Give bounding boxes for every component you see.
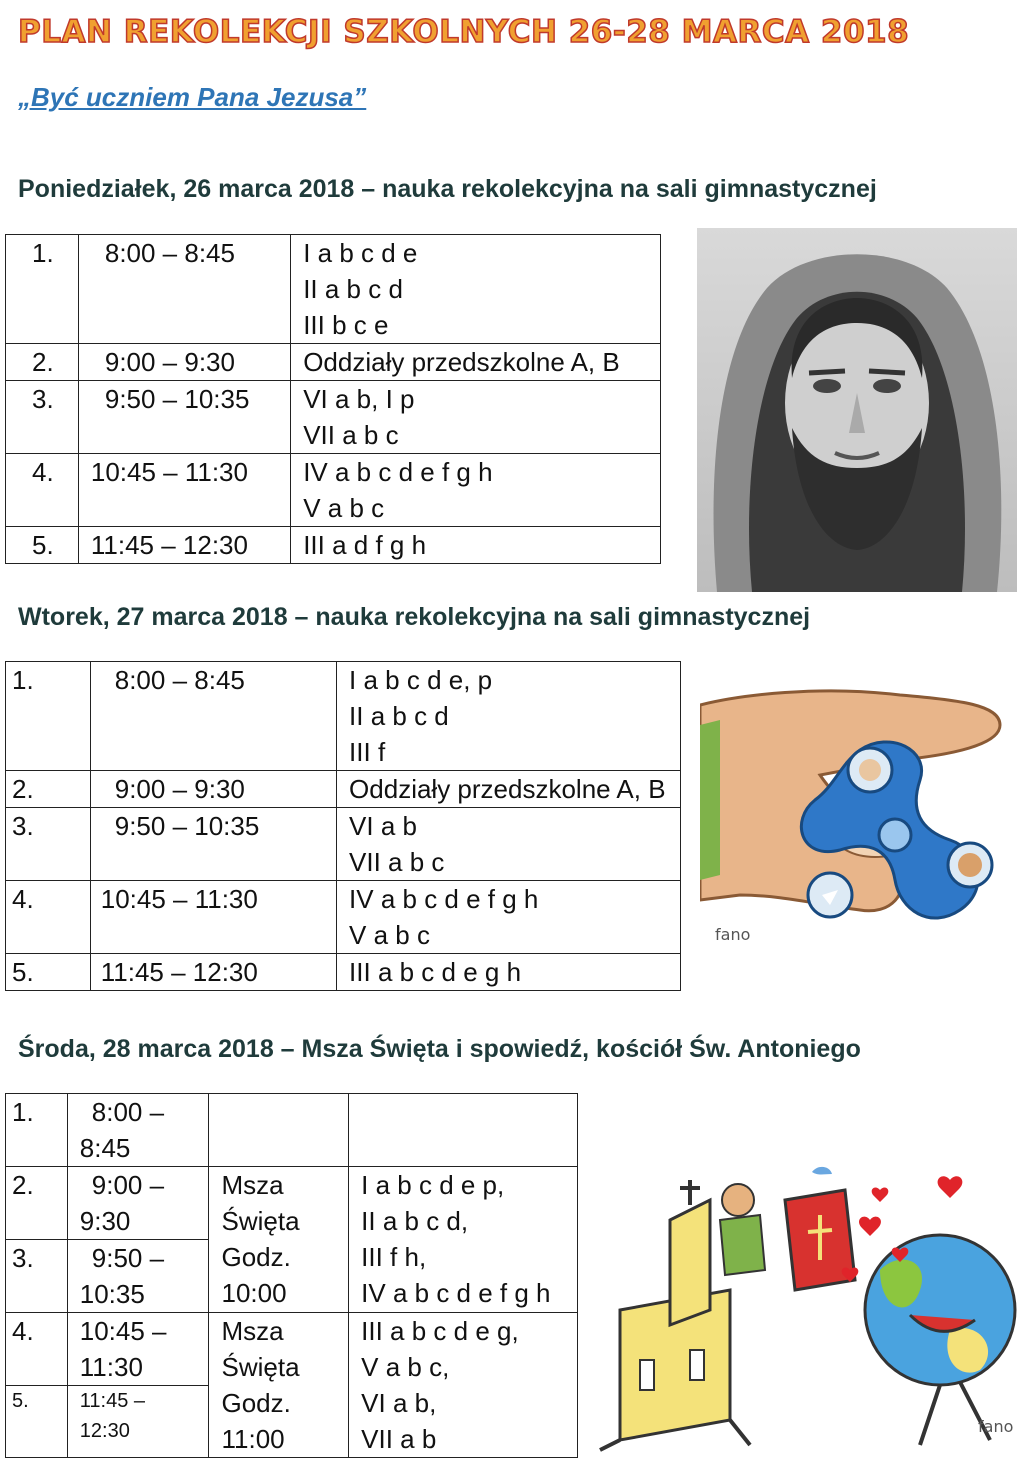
class-line: VII a b c — [349, 847, 445, 877]
mass-info-cell — [209, 1167, 349, 1313]
row-number: 1. — [6, 1094, 68, 1167]
mass-line: 10:00 — [221, 1278, 287, 1308]
class-line: VI a b, — [361, 1388, 437, 1418]
row-classes — [337, 771, 681, 808]
row-classes — [337, 954, 681, 991]
class-line: II a b c d — [303, 274, 403, 304]
table-row — [6, 1167, 578, 1240]
row-number: 4. — [6, 454, 79, 527]
time-start: 9:00 – — [91, 1170, 165, 1200]
row-number: 3. — [6, 808, 91, 881]
class-line: I a b c d e — [303, 238, 418, 268]
table-row — [6, 1313, 578, 1386]
row-number: 2. — [6, 344, 79, 381]
class-line: Oddziały przedszkolne A, B — [349, 774, 666, 804]
class-line: VII a b — [361, 1424, 437, 1454]
row-time: 10:45 – 11:30 — [90, 881, 336, 954]
day3-schedule-table — [5, 1093, 578, 1458]
row-classes — [337, 808, 681, 881]
table-row — [6, 662, 681, 771]
class-line: III a b c d e g h — [349, 957, 522, 987]
row-classes — [291, 381, 661, 454]
row-time — [67, 1386, 209, 1458]
jesus-portrait-image — [697, 228, 1017, 592]
table-row — [6, 771, 681, 808]
page-title: PLAN REKOLEKCJI SZKOLNYCH 26-28 MARCA 2018 — [18, 14, 910, 50]
class-line: IV a b c d e f g h — [361, 1278, 551, 1308]
class-line: Oddziały przedszkolne A, B — [303, 347, 620, 377]
classes-cell — [349, 1313, 578, 1458]
row-classes — [291, 344, 661, 381]
row-number: 4. — [6, 1313, 68, 1386]
page-subtitle: „Być uczniem Pana Jezusa” — [18, 82, 367, 112]
table-row — [6, 881, 681, 954]
row-time: 11:45 – 12:30 — [90, 954, 336, 991]
mass-line: Msza — [221, 1170, 284, 1200]
class-line: I a b c d e p, — [361, 1170, 505, 1200]
class-line: I a b c d e, p — [349, 665, 493, 695]
classes-cell — [349, 1167, 578, 1313]
row-number: 2. — [6, 771, 91, 808]
time-start: 9:50 – — [91, 1243, 165, 1273]
mass-line: Godz. — [221, 1242, 291, 1272]
row-time: 9:00 – 9:30 — [90, 771, 336, 808]
day3-heading: Środa, 28 marca 2018 – Msza Święta i spowiedź, kościół Św. Antoniego — [18, 1035, 861, 1063]
row-time: 11:45 – 12:30 — [78, 527, 290, 564]
table-row — [6, 344, 661, 381]
time-start: 11:45 – — [79, 1390, 146, 1412]
class-line: III f — [349, 737, 386, 767]
time-end: 12:30 — [79, 1420, 130, 1442]
day2-heading: Wtorek, 27 marca 2018 – nauka rekolekcyjna na sali gimnastycznej — [18, 603, 811, 631]
time-end: 11:30 — [79, 1352, 143, 1382]
class-line: VI a b — [349, 811, 417, 841]
row-number: 1. — [6, 662, 91, 771]
row-number: 5. — [6, 1386, 68, 1458]
row-time: 9:00 – 9:30 — [78, 344, 290, 381]
class-line: V a b c, — [361, 1352, 450, 1382]
day2-schedule-table — [5, 661, 681, 991]
row-time: 8:00 – 8:45 — [78, 235, 290, 344]
class-line: III f h, — [361, 1242, 427, 1272]
row-time: 8:00 – 8:45 — [90, 662, 336, 771]
row-classes — [337, 881, 681, 954]
row-time: 9:50 – 10:35 — [78, 381, 290, 454]
day1-heading: Poniedziałek, 26 marca 2018 – nauka rekolekcyjna na sali gimnastycznej — [18, 175, 877, 203]
row-number: 5. — [6, 954, 91, 991]
svg-text:fano: fano — [715, 925, 751, 944]
class-line: V a b c — [303, 493, 385, 523]
mass-line: Święta — [221, 1352, 300, 1382]
table-row — [6, 1094, 578, 1167]
table-row — [6, 954, 681, 991]
row-classes — [291, 454, 661, 527]
mass-cell-empty — [209, 1094, 349, 1167]
row-time — [67, 1313, 209, 1386]
class-line: III b c e — [303, 310, 389, 340]
mass-line: Święta — [221, 1206, 300, 1236]
row-number: 3. — [6, 1240, 68, 1313]
time-start: 8:00 – — [91, 1097, 165, 1127]
time-end: 9:30 — [79, 1206, 131, 1236]
row-number: 4. — [6, 881, 91, 954]
row-number: 5. — [6, 527, 79, 564]
class-line: III a d f g h — [303, 530, 427, 560]
row-classes — [291, 527, 661, 564]
table-row — [6, 381, 661, 454]
class-line: II a b c d — [349, 701, 449, 731]
mass-info-cell — [209, 1313, 349, 1458]
row-classes — [337, 662, 681, 771]
class-line: II a b c d, — [361, 1206, 469, 1236]
row-time — [67, 1094, 209, 1167]
row-number: 1. — [6, 235, 79, 344]
class-line: VII a b c — [303, 420, 399, 450]
church-earth-cartoon-image — [580, 1160, 1024, 1456]
svg-text:fano: fano — [978, 1417, 1014, 1436]
time-start: 10:45 – — [79, 1316, 167, 1346]
day1-schedule-table — [5, 234, 661, 564]
class-line: IV a b c d e f g h — [303, 457, 493, 487]
table-row — [6, 808, 681, 881]
row-time — [67, 1240, 209, 1313]
row-time — [67, 1167, 209, 1240]
table-row — [6, 454, 661, 527]
time-end: 8:45 — [79, 1133, 131, 1163]
class-line: IV a b c d e f g h — [349, 884, 539, 914]
row-time: 9:50 – 10:35 — [90, 808, 336, 881]
table-row — [6, 527, 661, 564]
row-number: 2. — [6, 1167, 68, 1240]
class-line: III a b c d e g, — [361, 1316, 519, 1346]
mass-line: Msza — [221, 1316, 284, 1346]
row-time: 10:45 – 11:30 — [78, 454, 290, 527]
class-line: VI a b, I p — [303, 384, 415, 414]
row-number: 3. — [6, 381, 79, 454]
classes-cell-empty — [349, 1094, 578, 1167]
mass-line: Godz. — [221, 1388, 291, 1418]
table-row — [6, 235, 661, 344]
class-line: V a b c — [349, 920, 430, 950]
time-end: 10:35 — [79, 1279, 145, 1309]
mass-line: 11:00 — [221, 1424, 285, 1454]
hand-spinner-image — [700, 665, 1024, 975]
row-classes — [291, 235, 661, 344]
